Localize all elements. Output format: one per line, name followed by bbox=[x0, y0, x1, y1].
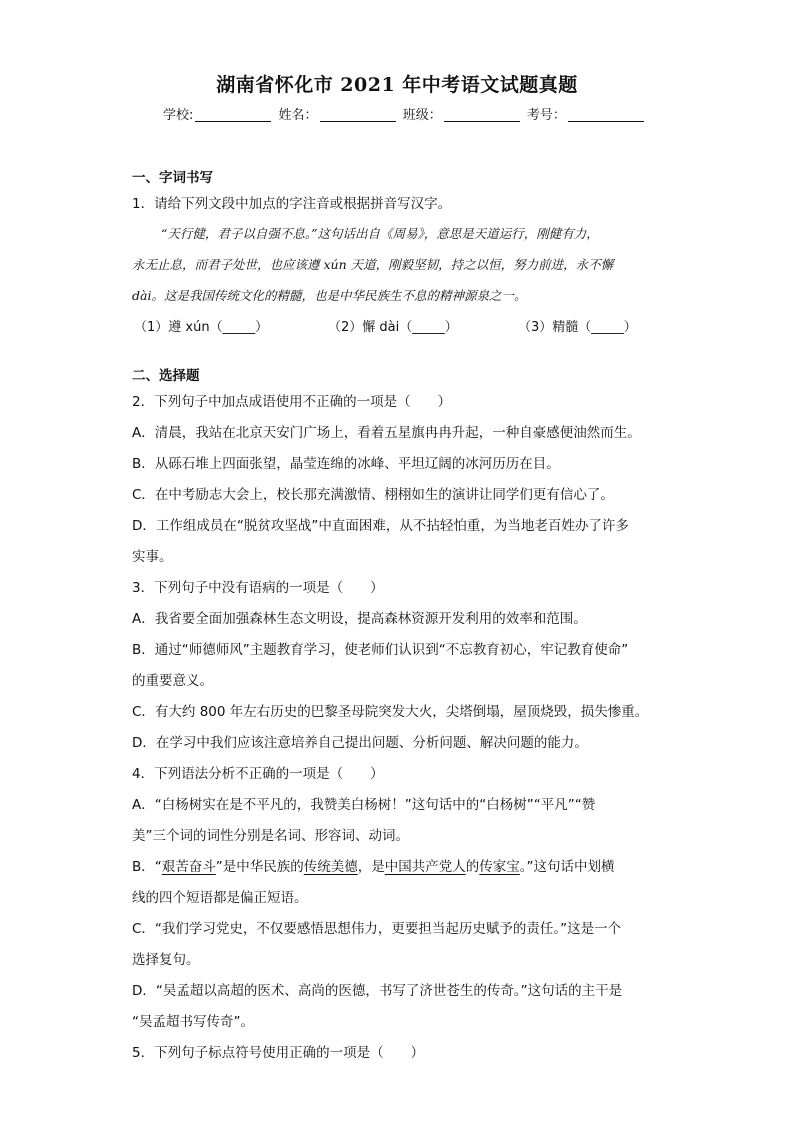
passage-line-1: “天行健，君子以自强不息。”这句话出自《周易》，意思是天道运行，刚健有力， bbox=[161, 226, 599, 241]
school-blank[interactable] bbox=[195, 108, 271, 122]
q4-option-b-cont: 线的四个短语都是偏正短语。 bbox=[132, 890, 308, 906]
section-heading-choice: 二、选择题 bbox=[132, 368, 200, 384]
q3-option-b: B．通过“师德师风”主题教育学习，使老师们认识到“不忘教育初心，牢记教育使命” bbox=[132, 642, 629, 658]
question-3-stem: 3．下列句子中没有语病的一项是（ ） bbox=[132, 580, 384, 596]
q2-option-d: D．工作组成员在“脱贫攻坚战”中直面困难，从不拈轻怕重，为当地老百姓办了许多 bbox=[132, 518, 629, 534]
q4-option-c: C．“我们学习党史，不仅要感悟思想伟力，更要担当起历史赋予的责任。”这是一个 bbox=[132, 921, 622, 937]
passage-line-3: dài。这是我国传统文化的精髓，也是中华民族生不息的精神源泉之一。 bbox=[132, 288, 527, 303]
q4-option-d-cont: “吴孟超书写传奇”。 bbox=[132, 1014, 254, 1030]
q4-b-suffix: 。”这句话中划横 bbox=[519, 859, 615, 875]
subquestion-3: （3）精髓（_____） bbox=[518, 320, 637, 335]
name-blank[interactable] bbox=[320, 108, 396, 122]
q3-option-a: A．我省要全面加强森林生态文明设，提高森林资源开发利用的效率和范围。 bbox=[132, 611, 587, 627]
q4-option-c-cont: 选择复句。 bbox=[132, 952, 200, 968]
q2-option-c: C．在中考励志大会上，校长那充满激情、栩栩如生的演讲让同学们更有信心了。 bbox=[132, 487, 614, 503]
school-label: 学校: bbox=[163, 108, 194, 123]
exam-number-blank[interactable] bbox=[568, 108, 644, 122]
q3-option-b-cont: 的重要意义。 bbox=[132, 673, 213, 689]
q3-option-d: D．在学习中我们应该注意培养自己提出问题、分析问题、解决问题的能力。 bbox=[132, 735, 588, 751]
q2-option-d-cont: 实事。 bbox=[132, 549, 173, 565]
q4-option-a-cont: 美”三个词的词性分别是名词、形容词、动词。 bbox=[132, 828, 409, 844]
underlined-phrase-3: 中国共产党人 bbox=[384, 859, 466, 875]
question-4-stem: 4．下列语法分析不正确的一项是（ ） bbox=[132, 766, 384, 782]
class-blank[interactable] bbox=[444, 108, 520, 122]
section-heading-vocab: 一、字词书写 bbox=[132, 170, 213, 186]
question-5-stem: 5．下列句子标点符号使用正确的一项是（ ） bbox=[132, 1045, 425, 1061]
q4-b-text-1: ”是中华民族的 bbox=[215, 859, 304, 875]
passage-line-2: 永无止息，而君子处世，也应该遵 xún 天道，刚毅坚韧，持之以恒，努力前进，永不懈 bbox=[132, 257, 614, 272]
q4-b-text-2: ，是 bbox=[357, 859, 385, 875]
subquestion-2: （2）懈 dài（_____） bbox=[328, 320, 458, 335]
q3-option-c: C．有大约 800 年左右历史的巴黎圣母院突发大火，尖塔倒塌，屋顶烧毁，损失惨重。 bbox=[132, 704, 649, 720]
class-label: 班级： bbox=[402, 108, 442, 123]
page-title: 湖南省怀化市 2021 年中考语文试题真题 bbox=[216, 74, 578, 96]
exam-number-label: 考号： bbox=[526, 108, 566, 123]
q2-option-b: B．从砾石堆上四面张望，晶莹连绵的冰峰、平坦辽阔的冰河历历在目。 bbox=[132, 456, 560, 472]
question-2-stem: 2．下列句子中加点成语使用不正确的一项是（ ） bbox=[132, 394, 452, 410]
underlined-phrase-2: 传统美德 bbox=[303, 859, 358, 875]
underlined-phrase-1: 艰苦奋斗 bbox=[161, 859, 216, 875]
q4-option-d: D．“吴孟超以高超的医术、高尚的医德，书写了济世苍生的传奇。”这句话的主干是 bbox=[132, 983, 623, 999]
underlined-phrase-4: 传家宝 bbox=[479, 859, 520, 875]
q4-b-prefix: B．“ bbox=[132, 859, 162, 875]
name-label: 姓名： bbox=[278, 108, 318, 123]
question-1-stem: 1．请给下列文段中加点的字注音或根据拼音写汉字。 bbox=[132, 196, 452, 212]
q2-option-a: A．清晨，我站在北京天安门广场上，看着五星旗冉冉升起，一种自豪感便油然而生。 bbox=[132, 425, 641, 441]
q4-b-text-3: 的 bbox=[465, 859, 480, 875]
student-info-row bbox=[163, 104, 647, 123]
subquestion-1: （1）遵 xún（_____） bbox=[134, 320, 269, 335]
q4-option-b bbox=[132, 855, 615, 875]
q4-option-a: A．“白杨树实在是不平凡的，我赞美白杨树！”这句话中的“白杨树”“平凡”“赞 bbox=[132, 797, 596, 813]
